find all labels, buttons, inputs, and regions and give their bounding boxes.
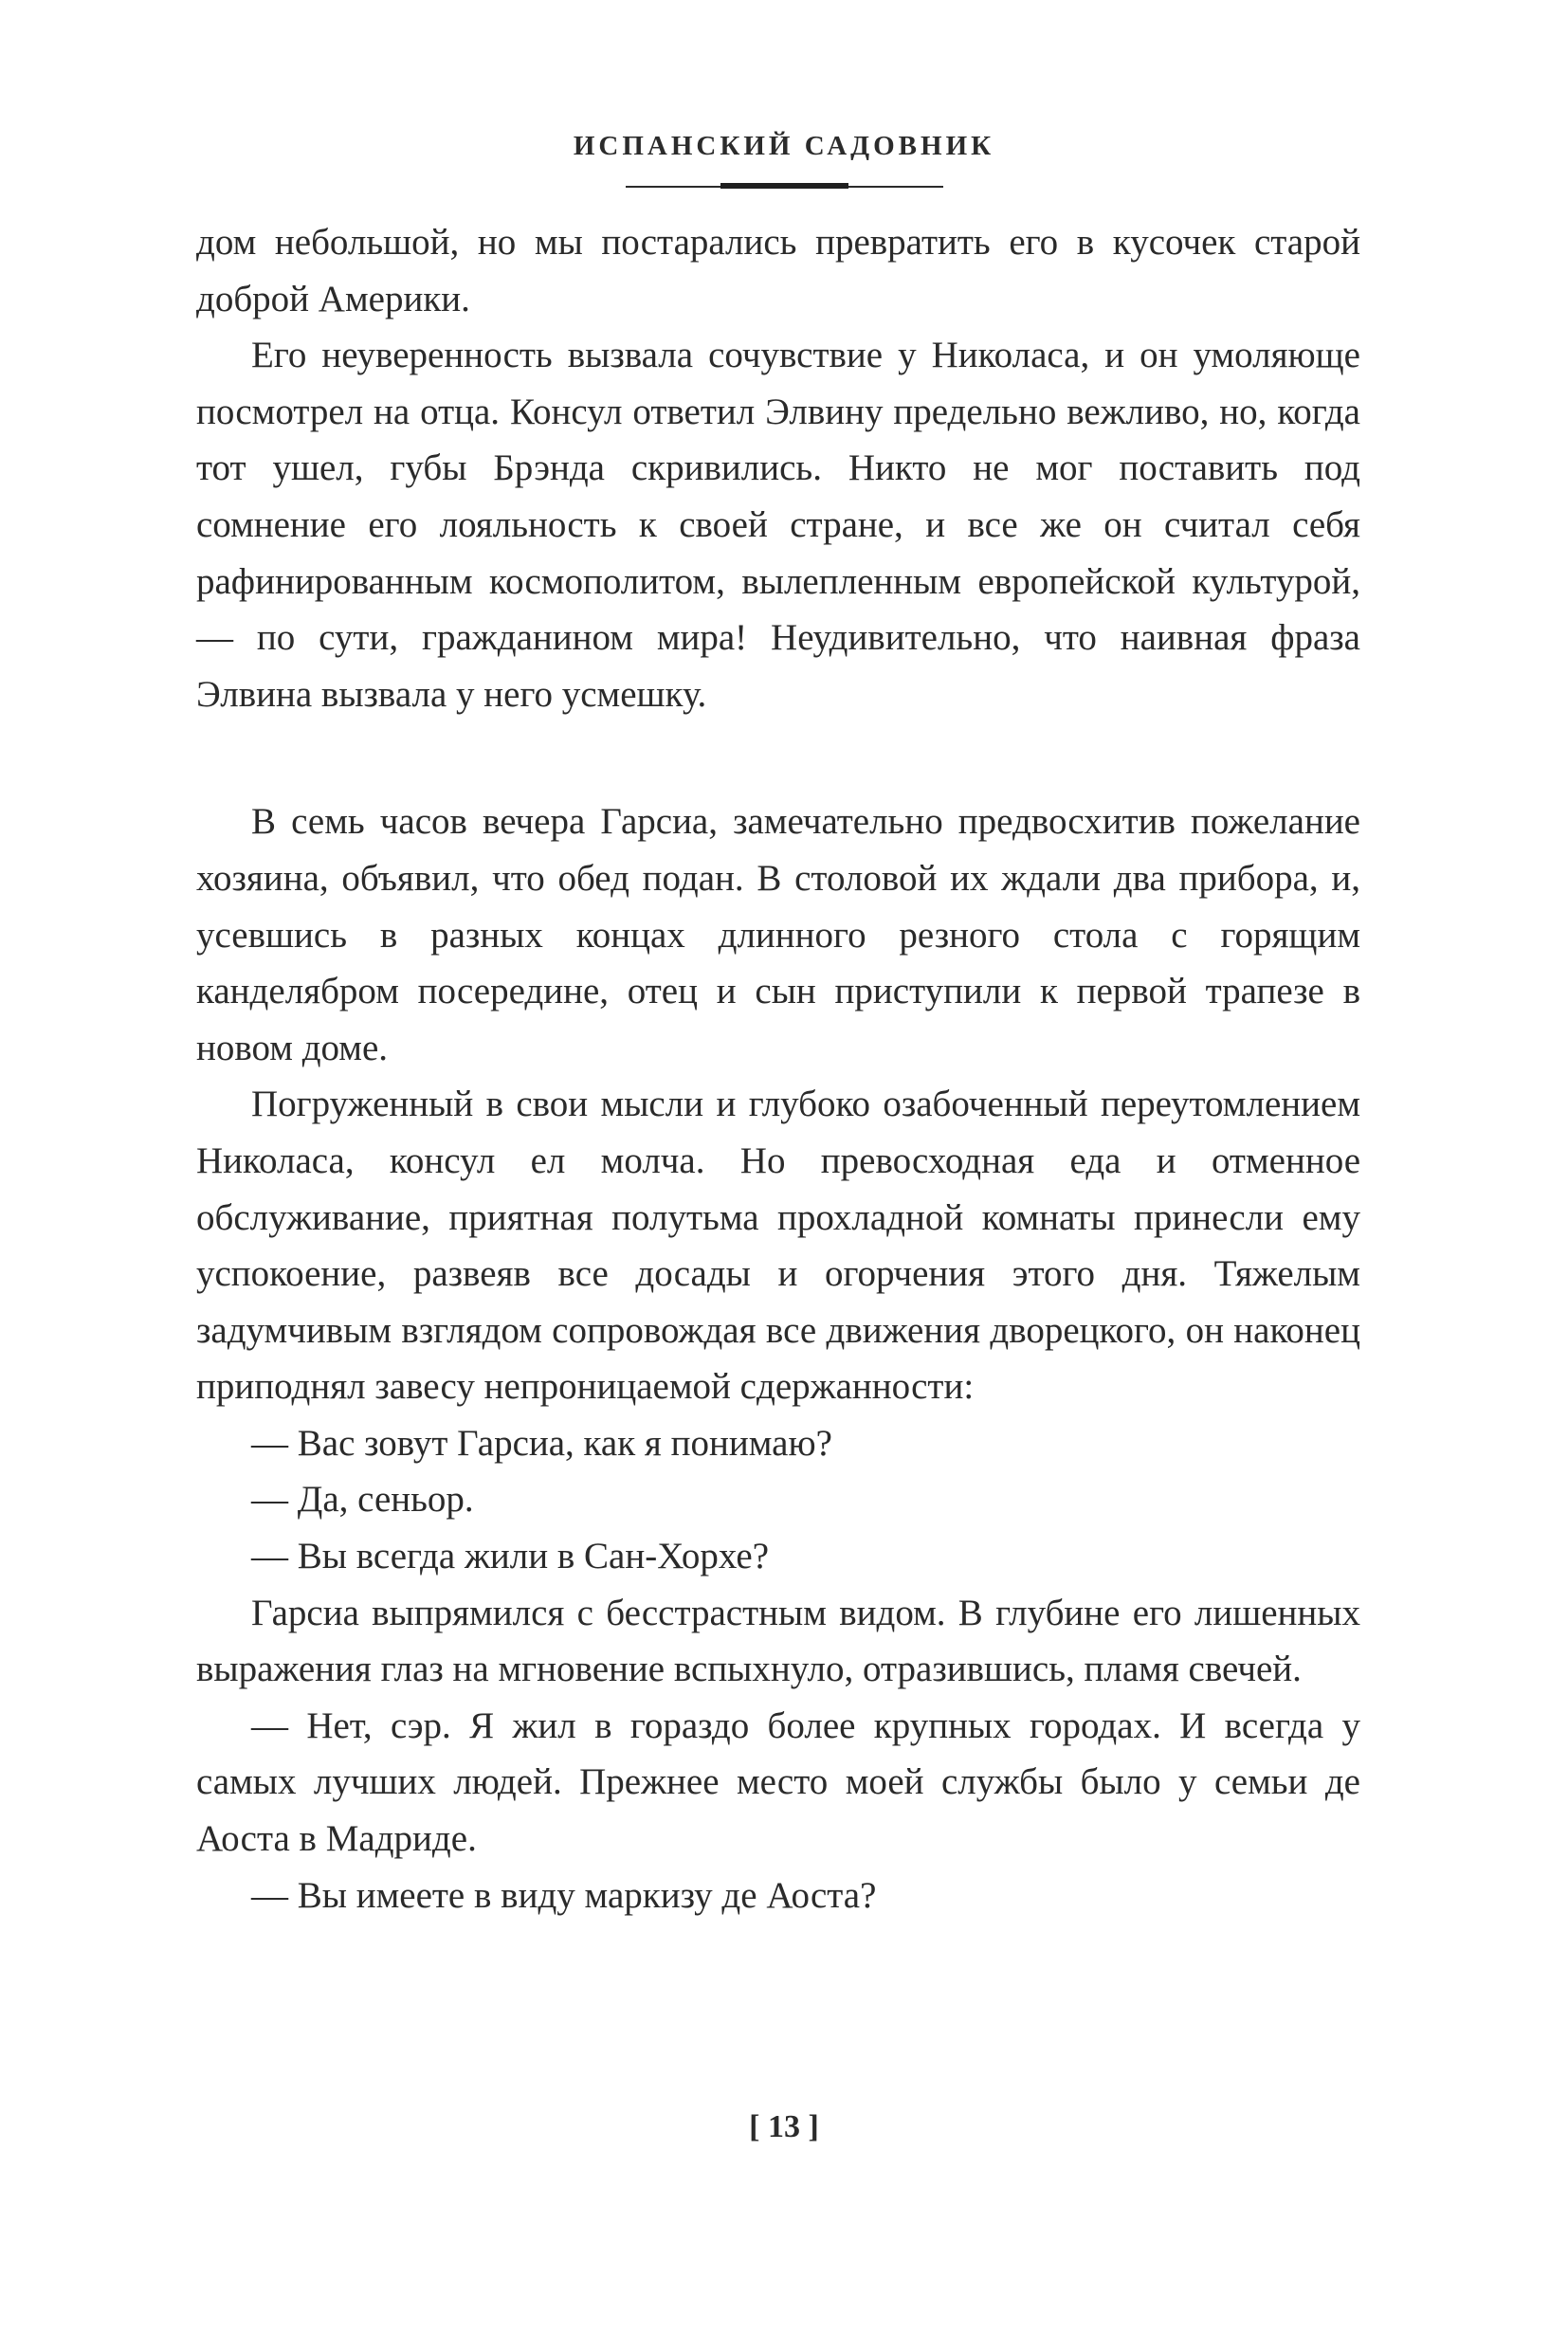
paragraph: Погруженный в свои мысли и глубоко озабоченный переутомлением Николаса, консул ел молча. Но превосходная еда и отменное обслуживание, приятная полутьма прохладной комнаты принесли ему успокоение, развеяв все досады и огорчения этого дня. Тяжелым задумчивым взглядом сопровождая все движения дворецкого, он наконец приподнял завесу непроницаемой сдержанности: [196, 1084, 1360, 1408]
dialogue-line: — Вы всегда жили в Сан-Хорхе? [251, 1536, 770, 1577]
paragraph-continuation: дом небольшой, но мы постарались превратить его в кусочек старой доброй Америки. [196, 222, 1360, 319]
dialogue-line: — Вы имеете в виду маркизу де Аоста? [251, 1874, 877, 1916]
body-text [196, 214, 1360, 1923]
running-header [0, 131, 1568, 162]
paragraph: Его неуверенность вызвала сочувствие у Николаса, и он умоляюще посмотрел на отца. Консул ответил Элвину предельно вежливо, но, когда тот ушел, губы Брэнда скривились. Никто не мог поставить под сомнение его лояльность к своей стране, и все же он считал себя рафинированным космополитом, вылепленным европейской культурой, — по сути, гражданином мира! Неудивительно, что наивная фраза Элвина вызвала у него усмешку. [196, 335, 1360, 715]
dialogue-line: — Вас зовут Гарсиа, как я понимаю? [251, 1422, 832, 1464]
dialogue-line: — Нет, сэр. Я жил в гораздо более крупных городах. И всегда у самых лучших людей. Прежнее место моей службы было у семьи де Аоста в Мадриде. [196, 1704, 1360, 1860]
paragraph: В семь часов вечера Гарсиа, замечательно предвосхитив пожелание хозяина, объявил, что обед подан. В столовой их ждали два прибора, и, усевшись в разных концах длинного резного стола с горящим канделябром посередине, отец и сын приступили к первой трапезе в новом доме. [196, 801, 1360, 1068]
paragraph: Гарсиа выпрямился с бесстрастным видом. В глубине его лишенных выражения глаз на мгновение вспыхнуло, отразившись, пламя свечей. [196, 1592, 1360, 1690]
header-rule-accent [720, 183, 848, 189]
dialogue-line: — Да, сеньор. [251, 1479, 474, 1521]
running-title: ИСПАНСКИЙ САДОВНИК [573, 131, 995, 161]
section-break [196, 722, 1360, 793]
page-number: [ 13 ] [749, 2109, 819, 2144]
